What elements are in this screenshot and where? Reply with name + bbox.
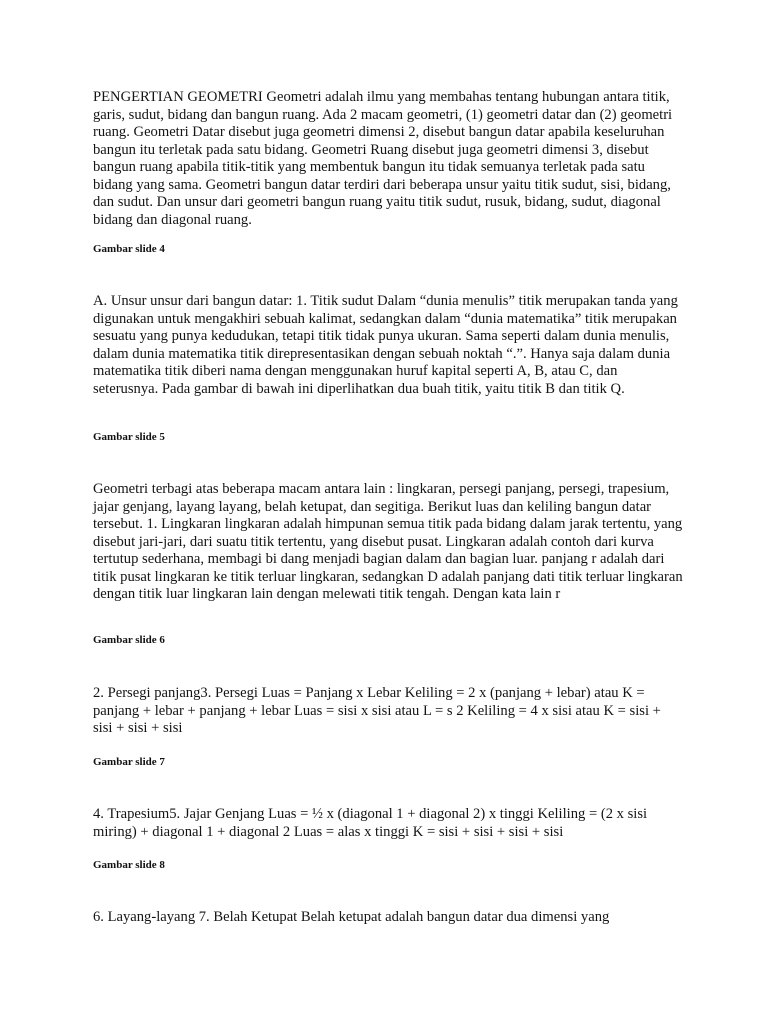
caption-gambar-slide-4: Gambar slide 4 [93, 243, 165, 255]
paragraph-macam-geometri: Geometri terbagi atas beberapa macam antara lain : lingkaran, persegi panjang, persegi, trapesium, jajar genjang, layang layang, belah ketupat, dan segitiga. Berikut luas dan keliling bangun datar tersebut. 1. Lingkaran lingkaran adalah himpunan semua titik pada bidang dalam jarak tertentu, yang disebut jari-jari, dari suatu titik tertentu, yang disebut pusat. Lingkaran adalah contoh dari kurva tertutup sederhana, membagi bi dang menjadi bagian dalam dan bagian luar. panjang r adalah dari titik pusat lingkaran ke titik terluar lingkaran, sedangkan D adalah panjang dati titik terluar lingkaran dengan titik luar lingkaran lain dengan melewati titik tengah. Dengan kata lain r [93, 481, 683, 602]
paragraph-persegi-panjang: 2. Persegi panjang3. Persegi Luas = Panjang x Lebar Keliling = 2 x (panjang + lebar) atau K = panjang + lebar + panjang + lebar Luas = sisi x sisi atau L = s 2 Keliling = 4 x sisi atau K = sisi + sisi + sisi + sisi [93, 685, 661, 736]
caption-gambar-slide-7: Gambar slide 7 [93, 756, 165, 768]
paragraph-trapesium: 4. Trapesium5. Jajar Genjang Luas = ½ x (diagonal 1 + diagonal 2) x tinggi Keliling = (2 x sisi miring) + diagonal 1 + diagonal 2 Luas = alas x tinggi K = sisi + sisi + sisi + sisi [93, 806, 648, 840]
caption-gambar-slide-8: Gambar slide 8 [93, 859, 165, 871]
paragraph-unsur-bangun-datar: A. Unsur unsur dari bangun datar: 1. Titik sudut Dalam “dunia menulis” titik merupakan tanda yang digunakan untuk mengakhiri sebuah kalimat, sedangkan dalam “dunia matematika” titik merupakan sesuatu yang punya kedudukan, tetapi titik tidak punya ukuran. Sama seperti dalam dunia menulis, dalam dunia matematika titik direpresentasikan dengan sebuah noktah “.”. Hanya saja dalam dunia matematika titik diberi nama dengan menggunakan huruf kapital seperti A, B, atau C, dan seterusnya. Pada gambar di bawah ini diperlihatkan dua buah titik, yaitu titik B dan titik Q. [93, 293, 678, 397]
caption-gambar-slide-6: Gambar slide 6 [93, 634, 165, 646]
paragraph-layang-layang: 6. Layang-layang 7. Belah Ketupat Belah ketupat adalah bangun datar dua dimensi yang [93, 909, 610, 925]
paragraph-pengertian-geometri: PENGERTIAN GEOMETRI Geometri adalah ilmu yang membahas tentang hubungan antara titik, garis, sudut, bidang dan bangun ruang. Ada 2 macam geometri, (1) geometri datar dan (2) geometri ruang. Geometri Datar disebut juga geometri dimensi 2, disebut bangun datar apabila keseluruhan bangun itu terletak pada satu bidang. Geometri Ruang disebut juga geometri dimensi 3, disebut bangun ruang apabila titik-titik yang membentuk bangun itu tidak semuanya terletak pada satu bidang yang sama. Geometri bangun datar terdiri dari beberapa unsur yaitu titik sudut, sisi, bidang, dan sudut. Dan unsur dari geometri bangun ruang yaitu titik sudut, rusuk, bidang, sudut, diagonal bidang dan diagonal ruang. [93, 89, 673, 228]
caption-gambar-slide-5: Gambar slide 5 [93, 431, 165, 443]
